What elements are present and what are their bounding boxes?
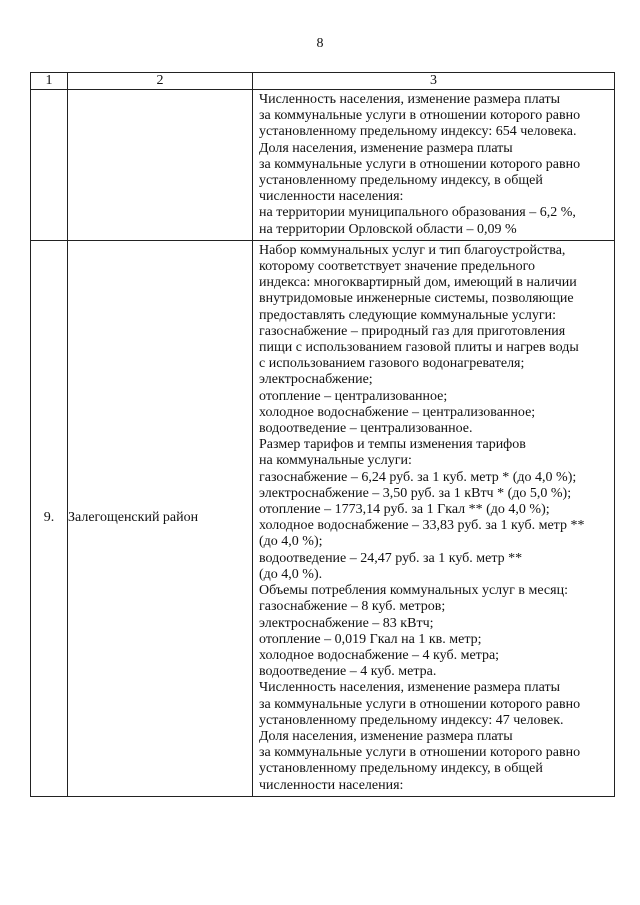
- text-line: установленному предельному индексу, в общей: [259, 173, 543, 189]
- table-row: [31, 90, 615, 241]
- text-line: установленному предельному индексу, в общей: [259, 761, 543, 777]
- description-cell: [253, 90, 615, 241]
- header-col-3: 3: [253, 73, 615, 90]
- text-line: Численность населения, изменение размера платы: [259, 92, 560, 107]
- description-text: [253, 241, 614, 796]
- text-line: внутридомовые инженерные системы, позволяющие: [259, 291, 574, 307]
- text-line: (до 4,0 %).: [259, 566, 323, 582]
- text-line: газоснабжение – 6,24 руб. за 1 куб. метр * (до 4,0 %);: [259, 469, 577, 485]
- text-line: предоставлять следующие коммунальные услуги:: [259, 307, 557, 323]
- text-line: установленному предельному индексу: 47 человек.: [259, 712, 564, 728]
- text-line: Численность населения, изменение размера платы: [259, 680, 560, 696]
- text-line: электроснабжение – 3,50 руб. за 1 кВтч * (до 5,0 %);: [259, 485, 572, 501]
- text-line: Доля населения, изменение размера платы: [259, 728, 513, 744]
- text-line: за коммунальные услуги в отношении которого равно: [259, 745, 581, 761]
- header-row: [31, 73, 615, 90]
- district-name: Залегощенский район: [68, 510, 199, 526]
- text-line: за коммунальные услуги в отношении которого равно: [259, 696, 581, 712]
- text-line: пищи с использованием газовой плиты и нагрев воды: [259, 340, 579, 356]
- page-number: 8: [316, 36, 324, 51]
- text-line: за коммунальные услуги в отношении которого равно: [259, 156, 581, 172]
- district-cell: [68, 240, 253, 796]
- text-line: установленному предельному индексу: 654 человека.: [259, 124, 577, 140]
- text-line: на коммунальные услуги:: [259, 453, 412, 469]
- text-line: холодное водоснабжение – 4 куб. метра;: [259, 647, 500, 663]
- text-line: на территории муниципального образования – 6,2 %,: [259, 205, 576, 221]
- district-cell: [68, 90, 253, 241]
- description-cell: [253, 240, 615, 796]
- text-line: отопление – централизованное;: [259, 388, 448, 404]
- text-line: Набор коммунальных услуг и тип благоустройства,: [259, 242, 566, 258]
- text-line: водоотведение – 24,47 руб. за 1 куб. метр **: [259, 550, 523, 566]
- text-line: холодное водоснабжение – 33,83 руб. за 1 куб. метр **: [259, 518, 585, 534]
- text-line: холодное водоснабжение – централизованное;: [259, 404, 536, 420]
- text-line: водоотведение – централизованное.: [259, 421, 473, 437]
- text-line: Доля населения, изменение размера платы: [259, 140, 513, 156]
- header-col-2: 2: [68, 73, 253, 90]
- text-line: отопление – 0,019 Гкал на 1 кв. метр;: [259, 631, 482, 647]
- row-number-cell: [31, 240, 68, 796]
- tariff-table: [30, 72, 615, 797]
- text-line: газоснабжение – природный газ для приготовления: [259, 323, 566, 339]
- text-line: численности населения:: [259, 189, 404, 205]
- table-row: [31, 240, 615, 796]
- text-line: которому соответствует значение предельного: [259, 259, 535, 275]
- text-line: индекса: многоквартирный дом, имеющий в наличии: [259, 275, 577, 291]
- text-line: на территории Орловской области – 0,09 %: [259, 221, 517, 237]
- text-line: электроснабжение – 83 кВтч;: [259, 615, 434, 631]
- row-number: 9.: [43, 510, 55, 526]
- text-line: водоотведение – 4 куб. метра.: [259, 664, 437, 680]
- text-line: Размер тарифов и темпы изменения тарифов: [259, 437, 526, 453]
- text-line: (до 4,0 %);: [259, 534, 323, 550]
- text-line: газоснабжение – 8 куб. метров;: [259, 599, 446, 615]
- text-line: с использованием газового водонагревателя;: [259, 356, 525, 372]
- description-text: [253, 90, 614, 240]
- text-line: за коммунальные услуги в отношении которого равно: [259, 108, 581, 124]
- text-line: электроснабжение;: [259, 372, 373, 388]
- text-line: Объемы потребления коммунальных услуг в месяц:: [259, 583, 568, 599]
- text-line: численности населения:: [259, 777, 404, 793]
- text-line: отопление – 1773,14 руб. за 1 Гкал ** (до 4,0 %);: [259, 502, 550, 518]
- row-number-cell: [31, 90, 68, 241]
- header-col-1: 1: [31, 73, 68, 90]
